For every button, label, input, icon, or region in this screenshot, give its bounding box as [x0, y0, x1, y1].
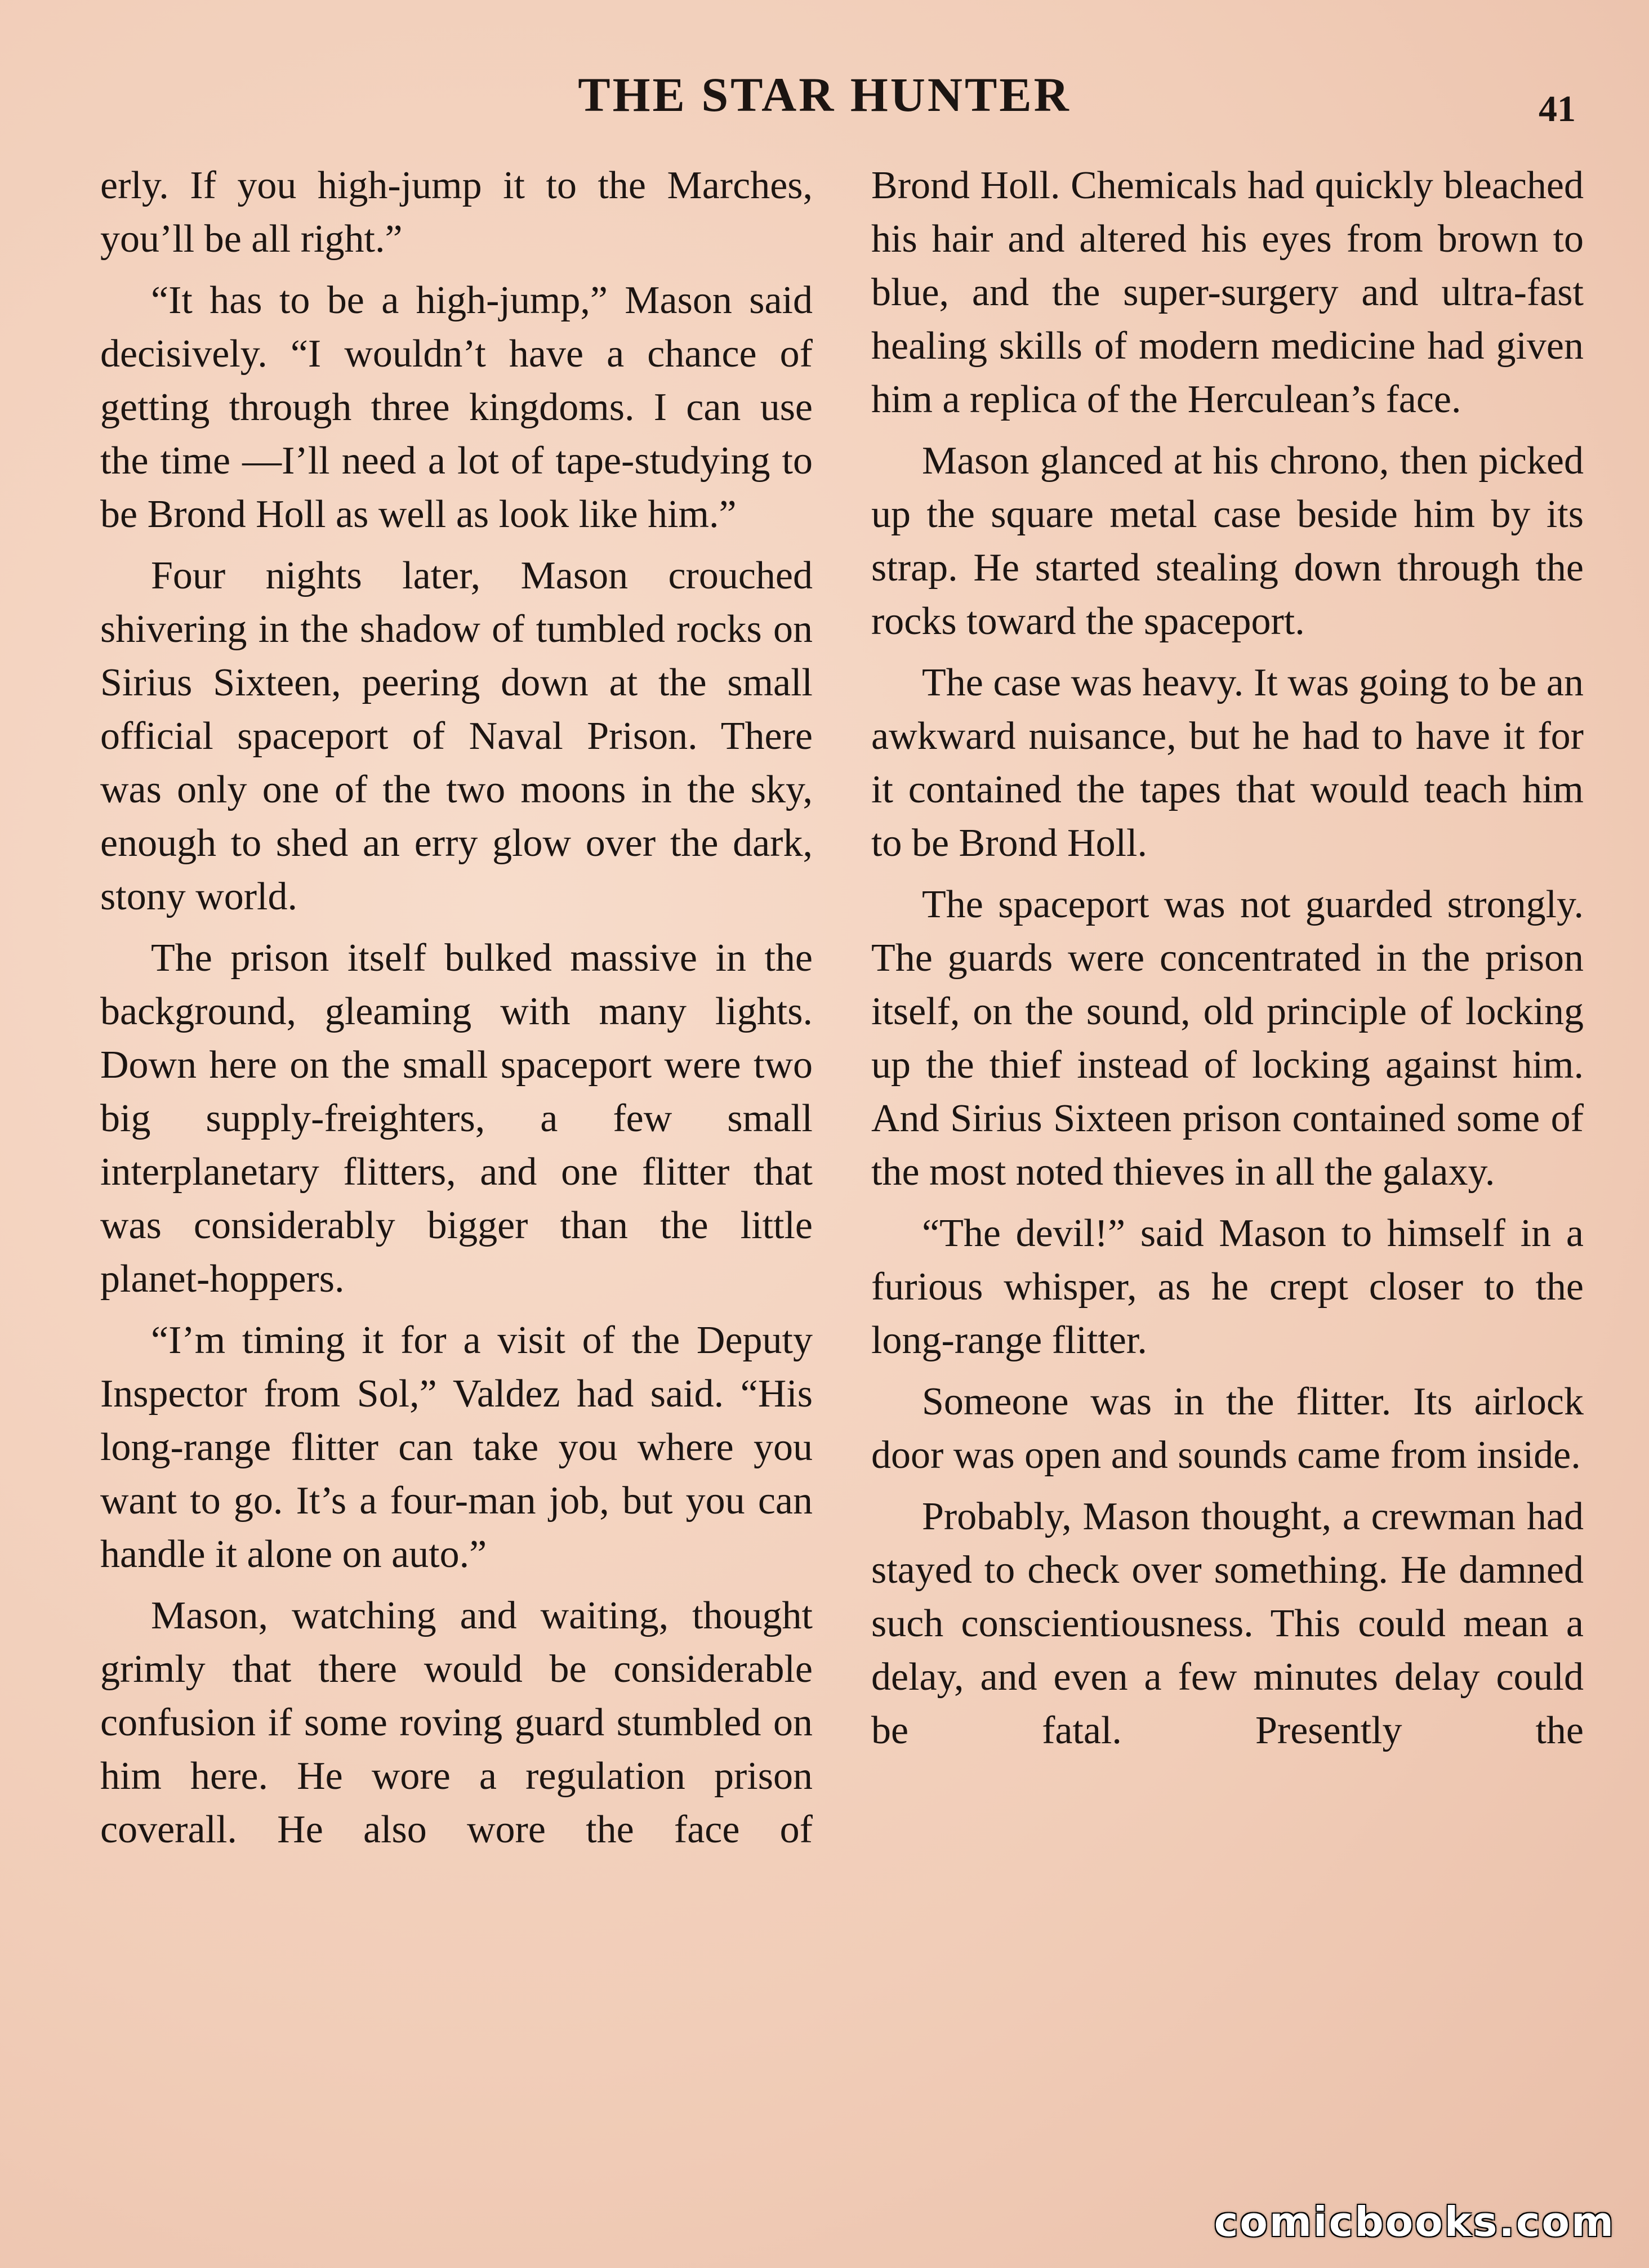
paragraph: “The devil!” said Mason to himself in a furious whisper, as he crept closer to the long-range flitter.	[871, 1212, 1584, 1362]
paragraph: Probably, Mason thought, a crewman had stayed to check over something. He damned such conscientiousness. This could mean a delay, and even a few minutes delay could be fatal. Presently the	[871, 1495, 1584, 1752]
source-watermark: comicbooks.com	[1214, 2198, 1615, 2245]
page-header	[0, 66, 1649, 128]
page-number: 41	[1539, 88, 1576, 130]
paragraph: The spaceport was not guarded strongly. The guards were concentrated in the prison itself, on the sound, old principle of locking up the thief instead of locking against him. And Sirius Sixteen prison contained some of the most noted thieves in all the galaxy.	[871, 883, 1584, 1194]
paragraph: Mason, watching and waiting, thought grimly that there would be considerable confusion if some roving guard stumbled on him here. He wore a regulation prison coverall. He also wore the face of	[100, 1594, 813, 1851]
paragraph: “It has to be a high-jump,” Mason said decisively. “I wouldn’t have a chance of getting through three kingdoms. I can use the time —I’ll need a lot of tape-studying to be Brond Holl as well as look like him.”	[100, 279, 813, 536]
right-column	[871, 159, 1584, 1765]
paragraph: The case was heavy. It was going to be an awkward nuisance, but he had to have it for it contained the tapes that would teach him to be Brond Holl.	[871, 661, 1584, 865]
paragraph: Mason glanced at his chrono, then picked up the square metal case beside him by its strap. He started stealing down through the rocks toward the spaceport.	[871, 439, 1584, 643]
paragraph: erly. If you high-jump it to the Marches, you’ll be all right.”	[100, 164, 813, 261]
running-title: THE STAR HUNTER	[578, 68, 1071, 122]
left-column	[100, 159, 813, 1864]
paragraph: Brond Holl. Chemicals had quickly bleached his hair and altered his eyes from brown to blue, and the super-surgery and ultra-fast healing skills of modern medicine had given him a replica of the Herculean’s face.	[871, 164, 1584, 421]
paragraph: Someone was in the flitter. Its airlock door was open and sounds came from inside.	[871, 1380, 1584, 1477]
paragraph: Four nights later, Mason crouched shivering in the shadow of tumbled rocks on Sirius Sixteen, peering down at the small official spaceport of Naval Prison. There was only one of the two moons in the sky, enough to shed an erry glow over the dark, stony world.	[100, 554, 813, 918]
paragraph: “I’m timing it for a visit of the Deputy Inspector from Sol,” Valdez had said. “His long-range flitter can take you where you want to go. It’s a four-man job, but you can handle it alone on auto.”	[100, 1319, 813, 1576]
paragraph: The prison itself bulked massive in the background, gleaming with many lights. Down here on the small spaceport were two big supply-freighters, a few small interplanetary flitters, and one flitter that was considerably bigger than the little planet-hoppers.	[100, 936, 813, 1301]
